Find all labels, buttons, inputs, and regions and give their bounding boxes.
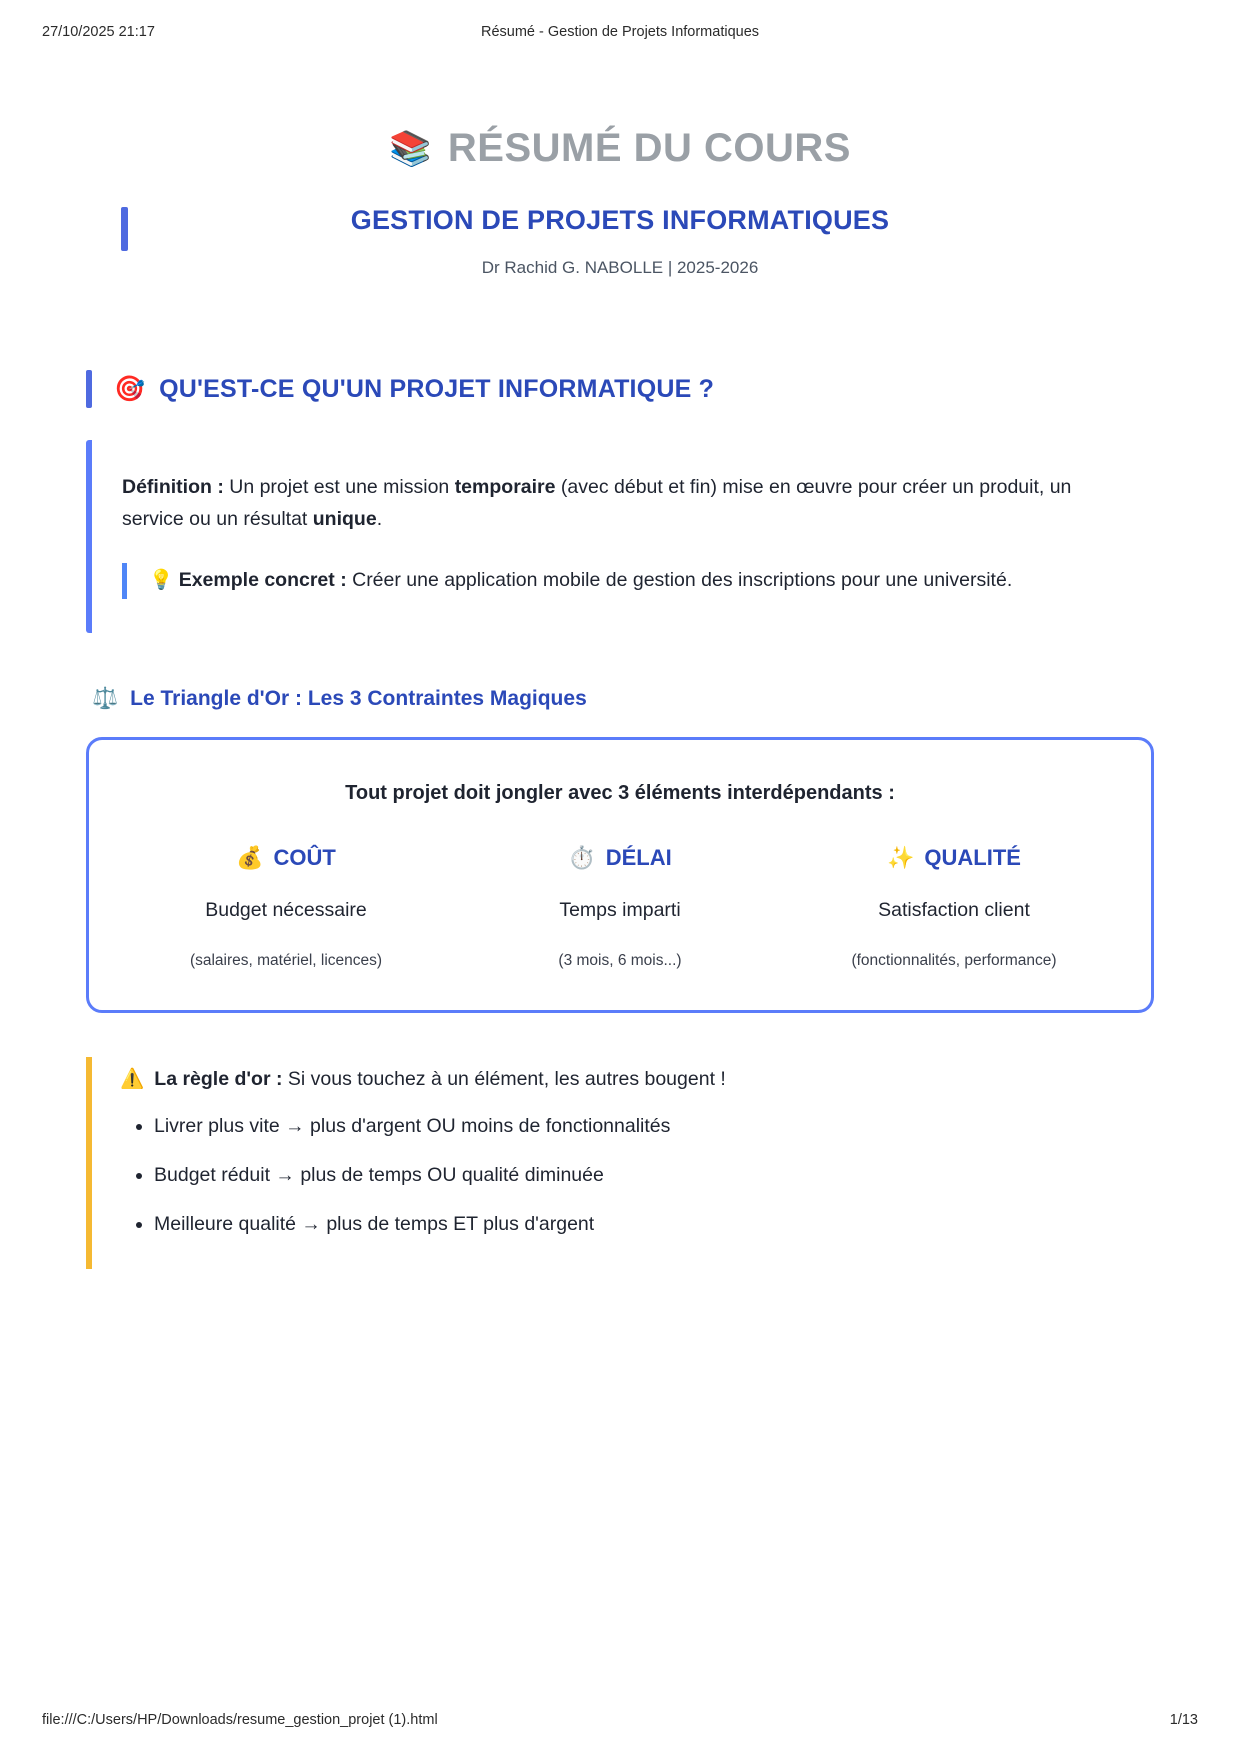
triangle-column-qualite [787,845,1121,970]
list-item: • Livrer plus vite → plus d'argent OU moins de fonctionnalités [154,1113,1154,1140]
books-icon: 📚 [389,129,432,168]
triangle-qualite-title: QUALITÉ [924,844,1021,870]
triangle-columns [119,845,1121,970]
triangle-lead-text: Tout projet doit jongler avec 3 éléments interdépendants : [345,781,895,804]
document-author: Dr Rachid G. NABOLLE | 2025-2026 [481,258,759,277]
definition-label: Définition : [122,476,224,498]
triangle-subheading [86,687,1154,711]
triangle-column-title [453,845,787,871]
print-footer-pagenum: 1/13 [1169,1712,1198,1728]
triangle-cout-title: COÛT [273,844,336,870]
triangle-qualite-main: Satisfaction client [878,898,1030,921]
list-item: • Budget réduit → plus de temps OU qualité diminuée [154,1162,1154,1189]
example-body: Créer une application mobile de gestion des inscriptions pour une université. [346,569,1013,592]
definition-block [86,440,1154,633]
print-header-title: Résumé - Gestion de Projets Informatiques [480,24,760,40]
example-box [122,563,1124,599]
triangle-column-title [119,845,453,871]
section-heading-text: QU'EST-CE QU'UN PROJET INFORMATIQUE ? [159,374,715,403]
golden-rule-text: Si vous touchez à un élément, les autres bougent ! [287,1067,726,1090]
print-header [0,24,1240,40]
triangle-subheading-text: Le Triangle d'Or : Les 3 Contraintes Magiques [130,686,587,710]
definition-strong-unique: unique [312,507,377,530]
balance-scale-icon: ⚖️ [92,686,119,710]
triangle-qualite-sub: (fonctionnalités, performance) [851,951,1057,969]
triangle-delai-main: Temps imparti [559,898,681,921]
stopwatch-icon: ⏱️ [568,844,596,870]
golden-rule-list [120,1113,1154,1239]
triangle-delai-title: DÉLAI [605,844,672,870]
golden-rule-line [120,1067,1154,1091]
triangle-column-cout [119,845,453,970]
document-page [0,96,1240,1269]
section-accent-bar [86,370,92,408]
print-footer-url: file:///C:/Users/HP/Downloads/resume_gestion_projet (1).html [42,1712,438,1728]
subtitle-accent-bar [121,207,128,251]
example-text [149,565,1124,597]
document-subtitle [86,205,1154,236]
example-label: Exemple concret : [178,569,347,592]
sparkles-icon: ✨ [887,844,915,870]
list-item: • Meilleure qualité → plus de temps ET plus d'argent [154,1211,1154,1238]
document-subtitle-text: GESTION DE PROJETS INFORMATIQUES [350,205,890,235]
definition-end: . [376,507,383,530]
page-title [86,126,1154,171]
section-heading [86,370,1154,408]
triangle-column-title [787,845,1121,871]
triangle-delai-sub: (3 mois, 6 mois...) [558,951,682,969]
warning-icon: ⚠️ [120,1067,145,1090]
print-header-date: 27/10/2025 21:17 [42,24,155,40]
definition-text [122,472,1124,535]
lightbulb-icon: 💡 [149,569,174,592]
triangle-card [86,737,1154,1013]
target-icon: 🎯 [114,374,146,403]
page-title-text: RÉSUMÉ DU COURS [447,126,851,170]
triangle-cout-sub: (salaires, matériel, licences) [189,951,383,969]
golden-rule-label: La règle d'or : [154,1067,283,1090]
definition-strong-temporaire: temporaire [454,476,556,498]
print-footer [0,1712,1240,1728]
definition-part1: Un projet est une mission [223,476,455,498]
triangle-column-delai [453,845,787,970]
money-bag-icon: 💰 [236,844,264,870]
definition-part2: (avec début et fin) mise en œuvre pour créer un produit, un service ou un résultat [122,476,1072,530]
golden-rule-block [86,1057,1154,1269]
triangle-cout-main: Budget nécessaire [205,898,367,921]
